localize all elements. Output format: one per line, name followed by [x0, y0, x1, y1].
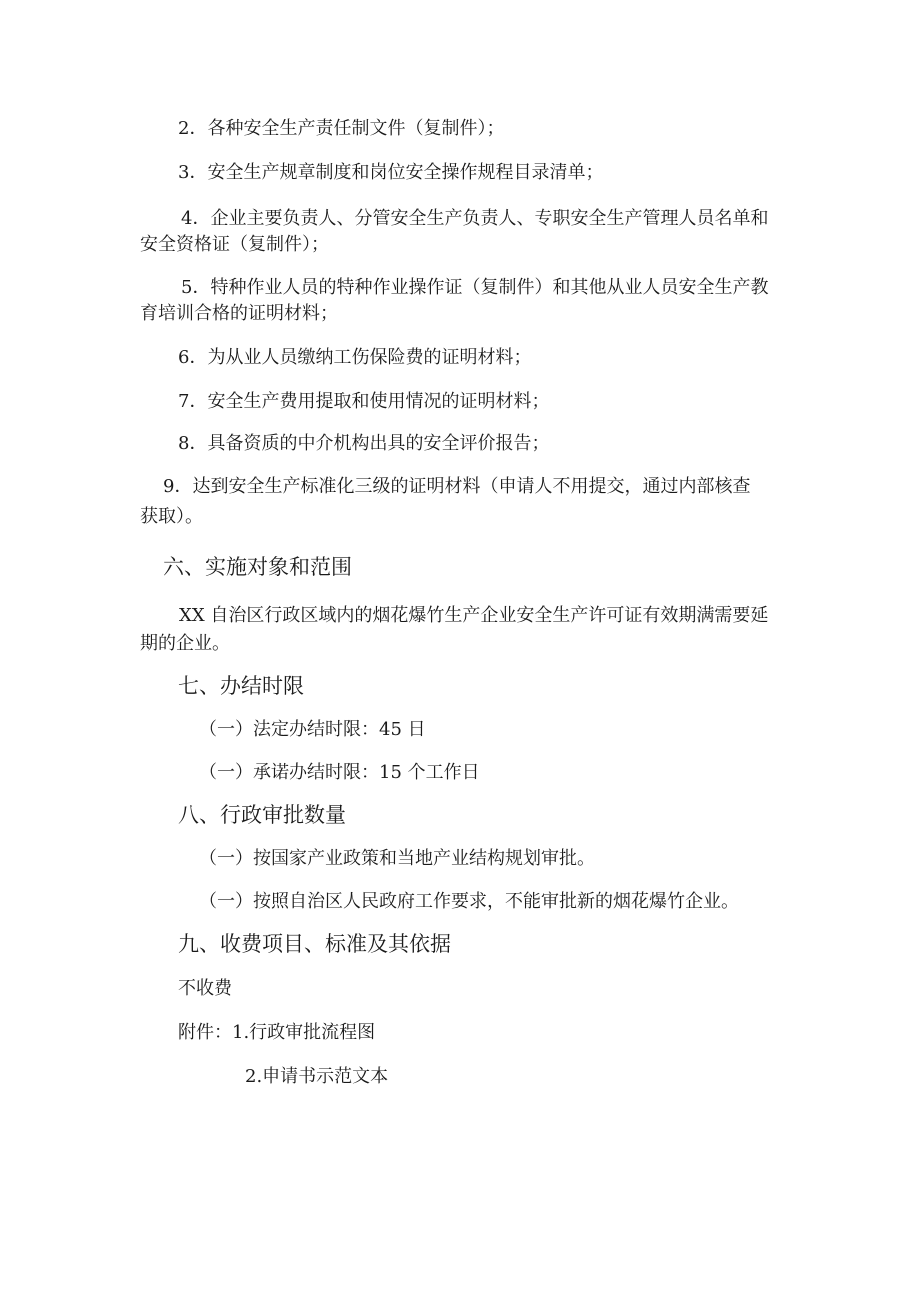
- section-6-heading: 六、实施对象和范围: [163, 555, 352, 579]
- material-item-2: [178, 120, 504, 138]
- material-item-7: [178, 393, 549, 411]
- material-item-5-continuation: 育培训合格的证明材料；: [140, 303, 338, 324]
- material-item-3: [178, 164, 603, 182]
- attachments-line-2: 2.申请书示范文本: [245, 1066, 389, 1087]
- material-text: ．企业主要负责人、分管安全生产负责人、专职安全生产管理人员名单和: [192, 208, 769, 229]
- material-item-4-continuation: 安全资格证（复制件）；: [140, 234, 329, 255]
- material-number: 5: [181, 277, 193, 298]
- material-number: 8: [178, 433, 190, 454]
- material-text: ．特种作业人员的特种作业操作证（复制件）和其他从业人员安全生产教: [192, 277, 769, 298]
- material-item-4: [181, 210, 768, 228]
- section-9-heading: 九、收费项目、标准及其依据: [178, 932, 451, 956]
- material-number: 2: [178, 118, 190, 139]
- section-6-body-line-1: XX 自治区行政区域内的烟花爆竹生产企业安全生产许可证有效期满需要延: [179, 605, 769, 626]
- material-text: ．安全生产费用提取和使用情况的证明材料；: [189, 391, 550, 412]
- material-item-8: [178, 435, 549, 453]
- section-6-body-line-2: 期的企业。: [140, 633, 230, 654]
- section-9-body: 不收费: [178, 978, 232, 999]
- material-item-9: [163, 478, 750, 496]
- attachments-line-1: 附件：1.行政审批流程图: [178, 1022, 376, 1043]
- material-text: ．达到安全生产标准化三级的证明材料（申请人不用提交，通过内部核查: [174, 476, 751, 497]
- material-item-5: [181, 279, 768, 297]
- section-8-item-policy: （一）按国家产业政策和当地产业结构规划审批。: [199, 848, 595, 869]
- material-item-6: [178, 349, 531, 367]
- material-text: ．各种安全生产责任制文件（复制件）；: [189, 118, 505, 139]
- material-text: ．具备资质的中介机构出具的安全评价报告；: [189, 433, 550, 454]
- material-number: 9: [163, 476, 175, 497]
- material-item-9-continuation: 获取）。: [140, 506, 203, 527]
- material-number: 3: [178, 162, 190, 183]
- section-8-heading: 八、行政审批数量: [178, 803, 346, 827]
- material-text: ．为从业人员缴纳工伤保险费的证明材料；: [189, 347, 532, 368]
- section-7-heading: 七、办结时限: [178, 674, 304, 698]
- material-number: 6: [178, 347, 190, 368]
- material-number: 4: [181, 208, 193, 229]
- material-number: 7: [178, 391, 190, 412]
- section-7-item-promised: （一）承诺办结时限：15 个工作日: [199, 762, 480, 783]
- material-text: ．安全生产规章制度和岗位安全操作规程目录清单；: [189, 162, 604, 183]
- section-7-item-statutory: （一）法定办结时限：45 日: [199, 719, 426, 740]
- section-8-item-government: （一）按照自治区人民政府工作要求，不能审批新的烟花爆竹企业。: [199, 891, 739, 912]
